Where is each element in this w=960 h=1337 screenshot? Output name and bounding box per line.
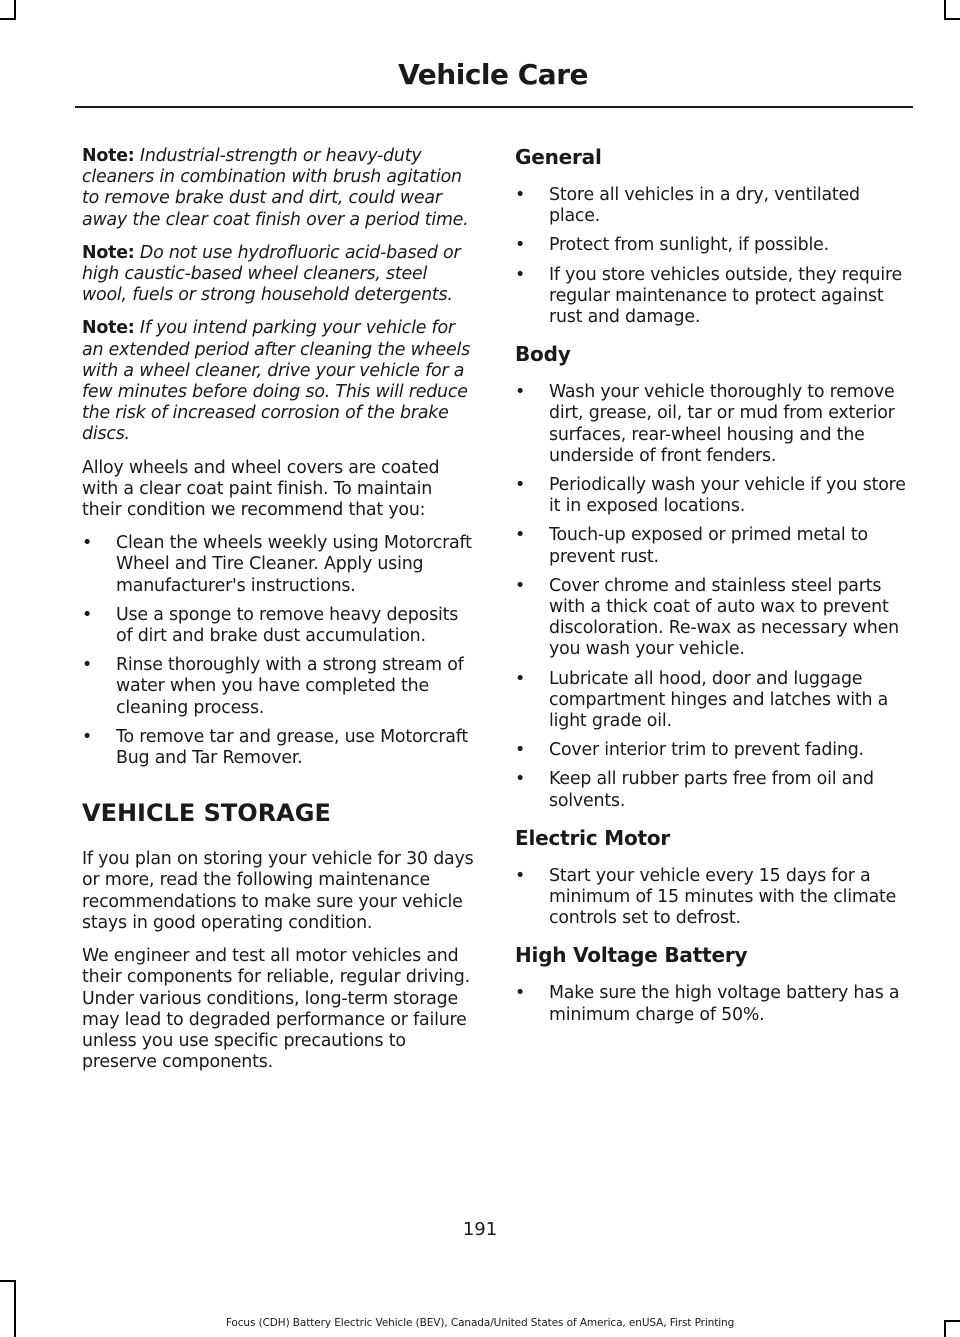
note-paragraph <box>82 243 476 307</box>
list-item <box>515 576 913 661</box>
subheading-high-voltage-battery: High Voltage Battery <box>515 943 748 968</box>
bullet-glyph: • <box>515 575 526 596</box>
crop-mark-top-left-vertical <box>14 0 16 20</box>
page-header-title: Vehicle Care <box>398 58 588 91</box>
list-item <box>82 655 476 719</box>
bullet-glyph: • <box>515 382 526 403</box>
page-footer: Focus (CDH) Battery Electric Vehicle (BEV), Canada/United States of America, enUSA, First Printing <box>225 1317 735 1329</box>
subheading-electric-motor: Electric Motor <box>515 825 671 850</box>
bullet-glyph: • <box>515 525 526 546</box>
list-item-text: Lubricate all hood, door and luggage compartment hinges and latches with a light grade oil. <box>549 668 889 732</box>
page-number: 191 <box>462 1219 498 1240</box>
subheading-body: Body <box>515 342 571 367</box>
battery-list <box>515 983 913 1025</box>
body-list <box>515 382 913 812</box>
general-list <box>515 185 913 328</box>
note-label: Note: <box>82 146 135 166</box>
list-item-text: Touch-up exposed or primed metal to prevent rust. <box>549 525 868 567</box>
wheel-care-list <box>82 533 476 769</box>
bullet-glyph: • <box>515 983 526 1004</box>
bullet-glyph: • <box>515 235 526 256</box>
list-item <box>515 185 913 227</box>
list-item-text: Make sure the high voltage battery has a minimum charge of 50%. <box>549 983 900 1025</box>
list-item-text: Rinse thoroughly with a strong stream of water when you have completed the cleaning process. <box>116 655 464 718</box>
list-item <box>515 382 913 467</box>
list-item <box>82 605 476 647</box>
list-item <box>82 533 476 597</box>
list-item-text: Store all vehicles in a dry, ventilated place. <box>549 185 860 227</box>
list-item-text: Clean the wheels weekly using Motorcraft Wheel and Tire Cleaner. Apply using manufacturer's instructions. <box>116 533 472 596</box>
list-item-text: Periodically wash your vehicle if you store it in exposed locations. <box>549 475 906 517</box>
list-item <box>515 525 913 567</box>
bullet-glyph: • <box>515 264 526 285</box>
list-item-text: To remove tar and grease, use Motorcraft Bug and Tar Remover. <box>116 726 468 769</box>
storage-paragraph: We engineer and test all motor vehicles and their components for reliable, regular driving. Under various conditions, long-term storage may lead to degraded performance or failure unless you use specific precautions to preserve components. <box>82 946 470 1073</box>
note-label: Note: <box>82 318 135 339</box>
list-item <box>515 475 913 517</box>
list-item <box>515 769 913 811</box>
note-text: Industrial-strength or heavy-duty cleaners in combination with brush agitation to remove brake dust and dirt, could wear away the clear coat finish over a period time. <box>82 146 469 230</box>
list-item <box>515 265 913 329</box>
crop-mark-top-right-horizontal <box>944 18 960 20</box>
list-item-text: Start your vehicle every 15 days for a minimum of 15 minutes with the climate controls set to defrost. <box>549 865 897 929</box>
motor-list <box>515 866 913 930</box>
subheading-general: General <box>515 145 602 169</box>
bullet-glyph: • <box>515 740 526 761</box>
bullet-glyph: • <box>82 726 93 747</box>
list-item <box>515 669 913 733</box>
bullet-glyph: • <box>82 604 93 625</box>
header-divider <box>75 106 913 108</box>
list-item-text: Cover chrome and stainless steel parts with a thick coat of auto wax to prevent discoloration. Re-wax as necessary when you wash your vehicle. <box>549 575 899 660</box>
wheel-care-intro: Alloy wheels and wheel covers are coated with a clear coat paint finish. To maintain their condition we recommend that you: <box>82 457 440 521</box>
list-item-text: If you store vehicles outside, they require regular maintenance to protect against rust and damage. <box>549 264 903 328</box>
bullet-glyph: • <box>515 185 526 205</box>
list-item <box>515 866 913 930</box>
list-item-text: Keep all rubber parts free from oil and solvents. <box>549 769 874 811</box>
list-item <box>515 740 913 761</box>
list-item <box>82 727 476 769</box>
section-heading-vehicle-storage: VEHICLE STORAGE <box>82 799 331 828</box>
list-item-text: Cover interior trim to prevent fading. <box>549 740 864 761</box>
bullet-glyph: • <box>515 475 526 496</box>
storage-paragraph: If you plan on storing your vehicle for 30 days or more, read the following maintenance recommendations to make sure your vehicle stays in good operating condition. <box>82 849 474 933</box>
bullet-glyph: • <box>82 655 93 676</box>
right-column <box>515 145 913 1040</box>
list-item <box>515 235 913 256</box>
note-text: If you intend parking your vehicle for an extended period after cleaning the wheels with a wheel cleaner, drive your vehicle for a few minutes before doing so. This will reduce the risk of increased corrosion of the brake discs. <box>82 318 470 445</box>
note-paragraph <box>82 318 476 445</box>
list-item-text: Protect from sunlight, if possible. <box>549 235 829 256</box>
note-label: Note: <box>82 242 135 263</box>
list-item-text: Use a sponge to remove heavy deposits of dirt and brake dust accumulation. <box>116 604 459 647</box>
bullet-glyph: • <box>515 865 526 886</box>
note-text: Do not use hydrofluoric acid-based or high caustic-based wheel cleaners, steel wool, fuels or strong household detergents. <box>82 242 461 306</box>
list-item-text: Wash your vehicle thoroughly to remove dirt, grease, oil, tar or mud from exterior surfaces, rear-wheel housing and the underside of front fenders. <box>549 382 895 466</box>
bullet-glyph: • <box>515 668 526 689</box>
list-item <box>515 983 913 1025</box>
left-column <box>82 146 476 1085</box>
crop-mark-top-left-horizontal <box>0 18 16 20</box>
crop-mark-top-right-vertical <box>944 0 946 20</box>
bullet-glyph: • <box>82 533 93 554</box>
note-paragraph <box>82 146 476 231</box>
crop-mark-bottom-left-horizontal <box>0 1280 16 1282</box>
bullet-glyph: • <box>515 769 526 790</box>
